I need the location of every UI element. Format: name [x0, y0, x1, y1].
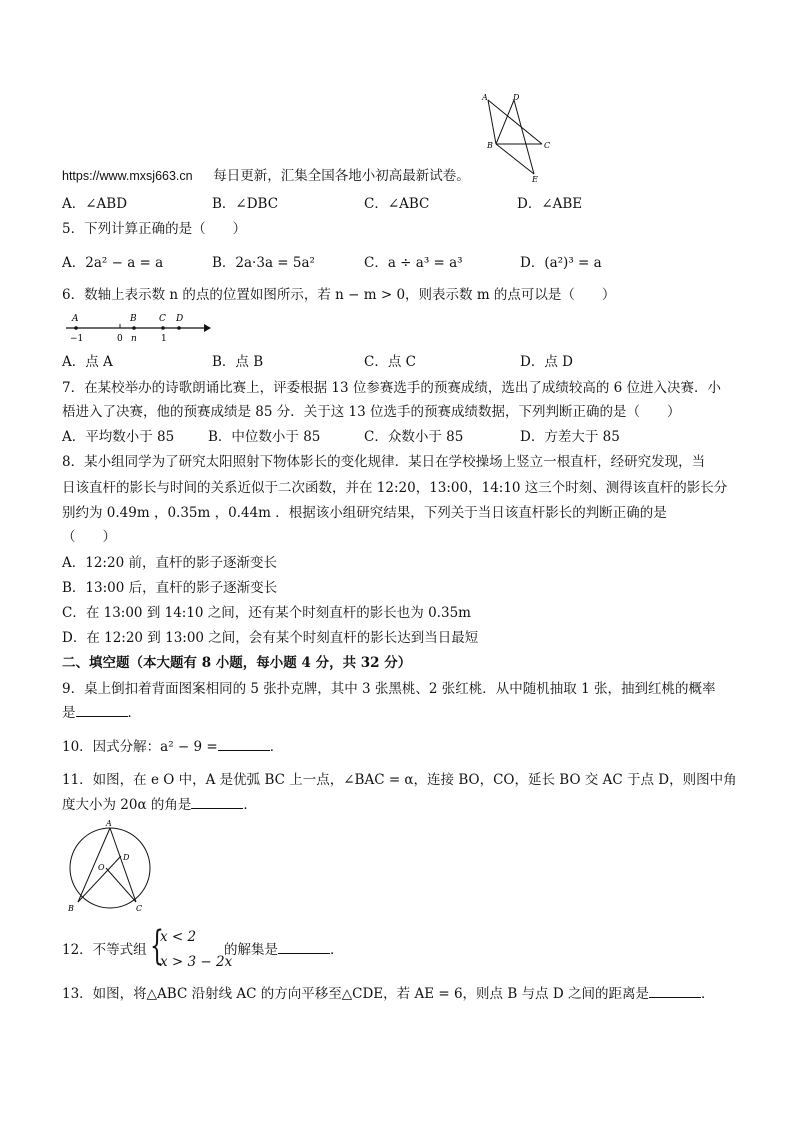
q4-option-b[interactable]: B．∠DBC — [212, 196, 279, 212]
q7-line1: 7．在某校举办的诗歌朗诵比赛上，评委根据 13 位参赛选手的预赛成绩，选出了成绩较高的 6 位进入决赛．小 — [62, 380, 722, 396]
q8-line2: 日该直杆的影长与时间的关系近似于二次函数，并在 12:20，13:00，14:10 这三个时刻、测得该直杆的影长分 — [62, 480, 728, 496]
q4-figure — [478, 92, 558, 184]
q5-option-b[interactable]: B．2a·3a = 5a² — [212, 255, 315, 271]
q4-label-a: A — [482, 93, 488, 102]
q8-line3: 别约为 0.49m ，0.35m ，0.44m ．根据该小组研究结果，下列关于当日该直杆影长的判断正确的是 — [62, 505, 667, 521]
q12-prefix: 12．不等式组 — [62, 942, 147, 958]
q5-option-a[interactable]: A．2a² − a = a — [62, 255, 164, 271]
q11-label-a: A — [106, 819, 112, 828]
q6-option-a[interactable]: A．点 A — [62, 354, 113, 370]
q13-wrap: 13．如图，将△ABC 沿射线 AC 的方向平移至△CDE，若 AE = 6，则点 B 与点 D 之间的距离是 ． — [62, 986, 715, 1002]
q4-label-b: B — [487, 141, 493, 150]
q11-answer-blank[interactable] — [191, 796, 243, 809]
q4-label-e: E — [532, 175, 538, 184]
q6-point-d: D — [176, 314, 184, 324]
q9-answer-blank[interactable] — [76, 704, 128, 717]
q12-ineq1: x < 2 — [160, 929, 197, 945]
q12-ineq2: x > 3 − 2x — [160, 954, 233, 970]
q5-option-d[interactable]: D．(a²)³ = a — [520, 255, 602, 271]
section2-title: 二、填空题（本大题有 8 小题，每小题 4 分，共 32 分） — [62, 655, 412, 671]
q6-option-b[interactable]: B．点 B — [212, 354, 264, 370]
q8-option-d[interactable]: D．在 12:20 到 13:00 之间，会有某个时刻直杆的影长达到当日最短 — [62, 630, 479, 646]
q11-line2: 度大小为 20α 的角是 — [62, 797, 192, 813]
q4-label-c: C — [544, 141, 551, 150]
q11-label-o: O — [98, 863, 105, 872]
header-url[interactable]: https://www.mxsj663.cn — [62, 169, 193, 183]
q7-option-d[interactable]: D．方差大于 85 — [520, 429, 620, 445]
q6-option-c[interactable]: C．点 C — [364, 354, 416, 370]
q6-number-line — [62, 308, 212, 346]
q11-label-d: D — [123, 853, 130, 862]
q9-line2: 是 — [62, 705, 76, 721]
q7-line2: 梧进入了决赛，他的预赛成绩是 85 分．关于这 13 位选手的预赛成绩数据，下列判断正确的是（ ） — [62, 404, 681, 420]
q11-label-b: B — [68, 904, 74, 913]
q10-wrap: 10．因式分解：a² − 9 = ． — [62, 739, 284, 755]
header-note: 每日更新，汇集全国各地小初高最新试卷。 — [213, 168, 470, 184]
q7-option-b[interactable]: B．中位数小于 85 — [208, 429, 321, 445]
q8-line1: 8．某小组同学为了研究太阳照射下物体影长的变化规律．某日在学校操场上竖立一根直杆，经研究发现，当 — [62, 454, 706, 470]
q12-suffix-wrap: 的解集是 ． — [224, 942, 344, 958]
q11-figure — [60, 816, 160, 916]
q9-line2-wrap: 是 ． — [62, 705, 141, 721]
q11-label-c: C — [136, 904, 143, 913]
q4-option-c[interactable]: C．∠ABC — [364, 196, 430, 212]
q10-answer-blank[interactable] — [218, 738, 270, 751]
q13-stem: 13．如图，将△ABC 沿射线 AC 的方向平移至△CDE，若 AE = 6，则点 B 与点 D 之间的距离是 — [62, 986, 649, 1002]
q6-tick-1: 1 — [161, 334, 167, 344]
q6-option-d[interactable]: D．点 D — [520, 354, 573, 370]
q6-tick-neg1: −1 — [70, 334, 84, 344]
q8-option-b[interactable]: B．13:00 后，直杆的影子逐渐变长 — [62, 580, 278, 596]
q12-answer-blank[interactable] — [278, 941, 330, 954]
q4-option-a[interactable]: A．∠ABD — [62, 196, 128, 212]
q4-label-d: D — [513, 93, 520, 102]
q6-stem: 6．数轴上表示数 n 的点的位置如图所示，若 n − m > 0，则表示数 m 的点可以是（ ） — [62, 287, 616, 303]
q8-option-c[interactable]: C．在 13:00 到 14:10 之间，还有某个时刻直杆的影长也为 0.35m — [62, 605, 471, 621]
q13-answer-blank[interactable] — [649, 985, 701, 998]
q9-line1: 9．桌上倒扣着背面图案相同的 5 张扑克牌，其中 3 张黑桃、2 张红桃．从中随机抽取 1 张，抽到红桃的概率 — [62, 681, 716, 697]
q10-stem: 10．因式分解：a² − 9 = — [62, 739, 218, 755]
q7-option-c[interactable]: C．众数小于 85 — [364, 429, 464, 445]
q12-brace: { — [150, 923, 164, 969]
q12-suffix: 的解集是 — [224, 942, 278, 958]
q6-tick-n: n — [131, 334, 137, 344]
q5-stem: 5．下列计算正确的是（ ） — [62, 221, 247, 237]
header-line — [62, 166, 470, 186]
q11-line1: 11．如图，在 e O 中，A 是优弧 BC 上一点，∠BAC = α，连接 BO，CO，延长 BO 交 AC 于点 D，则图中角 — [62, 772, 737, 788]
q8-line4: （ ） — [62, 529, 116, 545]
q6-point-a: A — [72, 314, 79, 324]
q6-tick-0: 0 — [117, 334, 123, 344]
q11-line2-wrap: 度大小为 20α 的角是 ． — [62, 797, 257, 813]
q8-option-a[interactable]: A．12:20 前，直杆的影子逐渐变长 — [62, 555, 277, 571]
q7-option-a[interactable]: A．平均数小于 85 — [62, 429, 175, 445]
q5-option-c[interactable]: C．a ÷ a³ = a³ — [364, 255, 463, 271]
q6-point-c: C — [159, 314, 166, 324]
q4-option-d[interactable]: D．∠ABE — [517, 196, 583, 212]
q6-point-b: B — [130, 314, 137, 324]
